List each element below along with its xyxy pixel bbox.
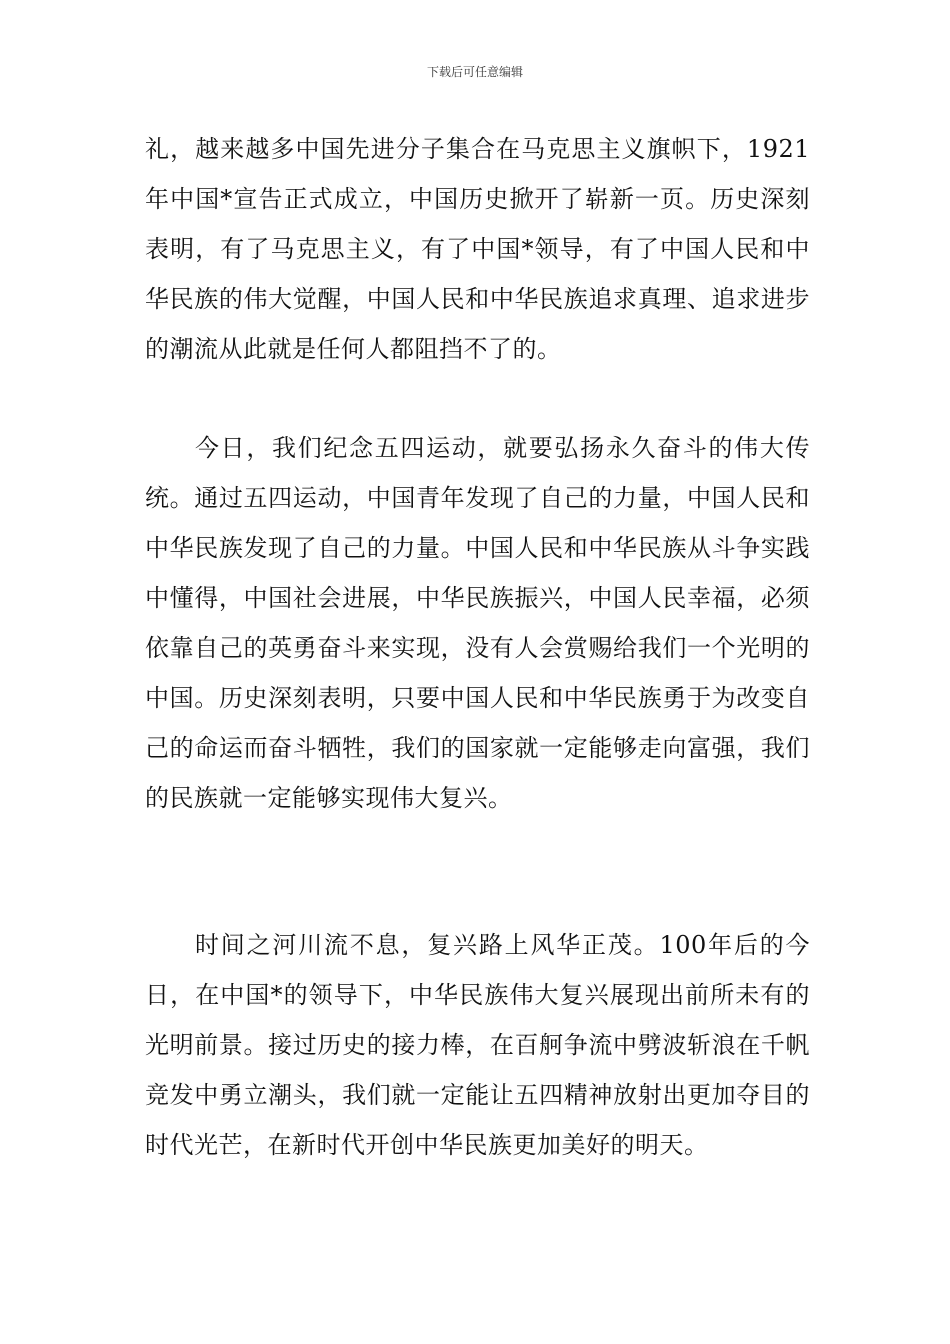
paragraph-1: 礼，越来越多中国先进分子集合在马克思主义旗帜下，1921年中国*宣告正式成立，中国历史掀开了崭新一页。历史深刻表明，有了马克思主义，有了中国*领导，有了中国人民和中华民族的伟大觉醒，中国人民和中华民族追求真理、追求进步的潮流从此就是任何人都阻挡不了的。 xyxy=(145,135,810,363)
paragraph-2: 今日，我们纪念五四运动，就要弘扬永久奋斗的伟大传统。通过五四运动，中国青年发现了自己的力量，中国人民和中华民族发现了自己的力量。中国人民和中华民族从斗争实践中懂得，中国社会进展，中华民族振兴，中国人民幸福，必须依靠自己的英勇奋斗来实现，没有人会赏赐给我们一个光明的中国。历史深刻表明，只要中国人民和中华民族勇于为改变自己的命运而奋斗牺牲，我们的国家就一定能够走向富强，我们的民族就一定能够实现伟大复兴。 xyxy=(145,434,810,812)
page-header: 下载后可任意编辑 xyxy=(426,65,523,79)
paragraph-3: 时间之河川流不息，复兴路上风华正茂。100年后的今日，在中国*的领导下，中华民族伟大复兴展现出前所未有的光明前景。接过历史的接力棒，在百舸争流中劈波斩浪在千帆竞发中勇立潮头，我们就一定能让五四精神放射出更加夺目的时代光芒，在新时代开创中华民族更加美好的明天。 xyxy=(145,931,810,1159)
